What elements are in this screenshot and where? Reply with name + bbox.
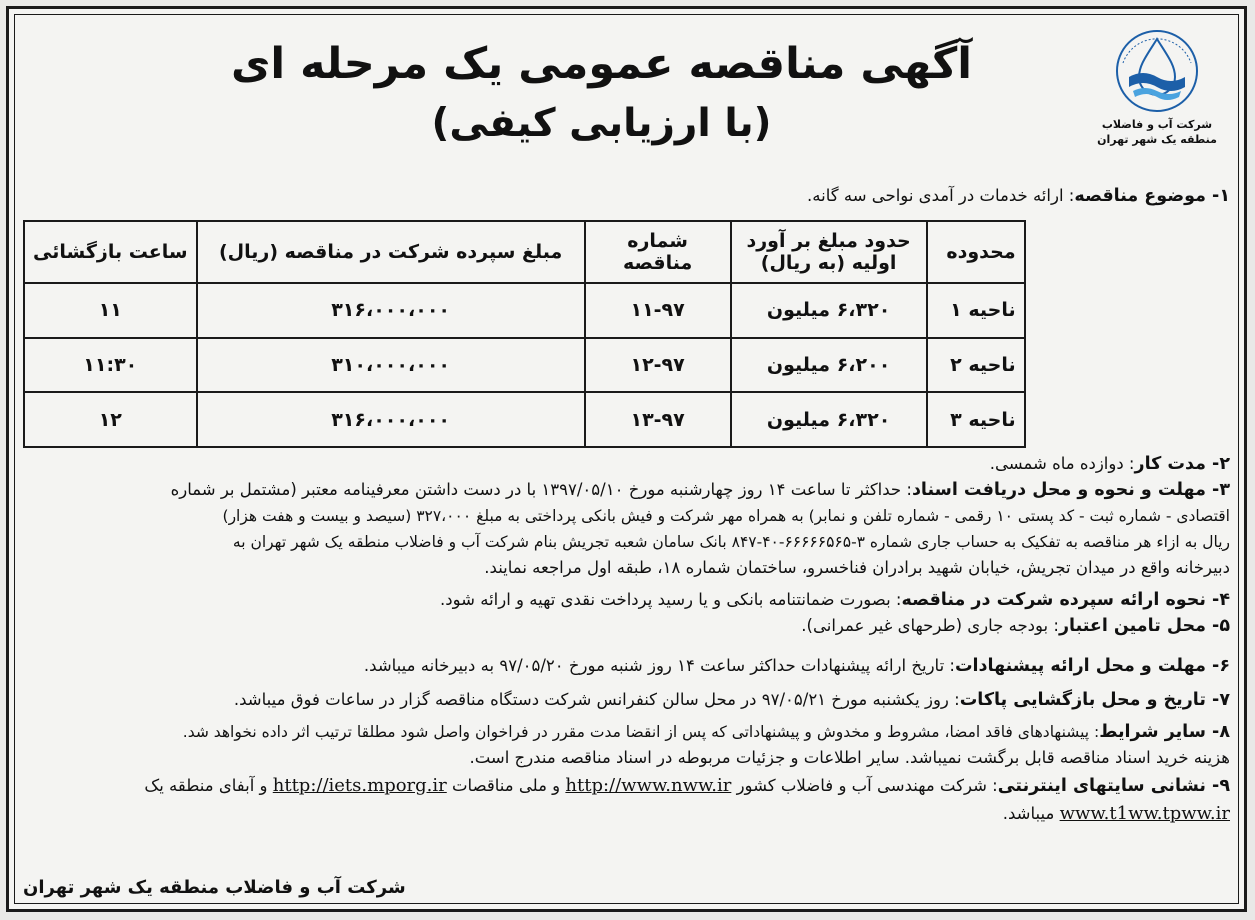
cell-tender-number: ۱۱-۹۷: [585, 283, 731, 338]
cell-deposit: ۳۱۶،۰۰۰،۰۰۰: [197, 283, 585, 338]
clause-7-text: : روز یکشنبه مورخ ۹۷/۰۵/۲۱ در محل سالن کنفرانس شرکت دستگاه مناقصه گزار در ساعات فوق میباشد.: [233, 690, 960, 709]
footer-company-name: شرکت آب و فاضلاب منطقه یک شهر تهران: [23, 877, 406, 898]
clause-9-text-d: میباشد.: [1002, 804, 1055, 823]
nww-website-link[interactable]: http://www.nww.ir: [565, 775, 732, 796]
tender-table: [23, 220, 1026, 448]
clause-3-line-4: دبیرخانه واقع در میدان تجریش، خیابان شهید برادران فناخسرو، ساختمان شماره ۱۸، طبقه اول مراجعه نمایند.: [484, 558, 1230, 577]
cell-opening-time: ۱۱: [24, 283, 197, 338]
header-region: محدوده: [927, 221, 1025, 283]
cell-deposit: ۳۱۶،۰۰۰،۰۰۰: [197, 392, 585, 447]
clause-8-text-1: : پیشنهادهای فاقد امضا، مشروط و مخدوش و پیشنهاداتی که پس از انقضا مدت مقرر در فراخوان واصل شود مطلقا ترتیب اثر داده نخواهد شد.: [182, 723, 1100, 741]
cell-opening-time: ۱۱:۳۰: [24, 338, 197, 393]
table-row: [24, 338, 1025, 393]
cell-region: ناحیه ۲: [927, 338, 1025, 393]
clause-3-line-1: [23, 477, 1230, 503]
clause-6-label: ۶- مهلت و محل ارائه پیشنهادات: [954, 656, 1230, 676]
table-header-row: [24, 221, 1025, 283]
clause-1-text: : ارائه خدمات در آمدی نواحی سه گانه.: [807, 186, 1075, 205]
cell-estimate: ۶،۳۲۰ میلیون: [731, 392, 927, 447]
clause-4-text: : بصورت ضمانتنامه بانکی و یا رسید پرداخت نقدی تهیه و ارائه شود.: [440, 590, 902, 609]
clause-6-submission: [23, 653, 1230, 679]
table-row: [24, 283, 1025, 338]
clause-9-label: ۹- نشانی سایتهای اینترنتی: [997, 776, 1230, 796]
cell-estimate: ۶،۳۲۰ میلیون: [731, 283, 927, 338]
clause-5-text: : بودجه جاری (طرحهای غیر عمرانی).: [801, 616, 1059, 635]
clause-2-duration: [23, 451, 1230, 477]
clause-9-text-a: : شرکت مهندسی آب و فاضلاب کشور: [736, 776, 998, 795]
company-logo: [1082, 25, 1232, 175]
clause-3-line-3: ریال به ازاء هر مناقصه به تفکیک به حساب جاری شماره ۳-۶۶۶۶۶۵۶۵-۴۰-۸۴۷ بانک سامان شعبه تجریش بنام شرکت آب و فاضلاب منطقه یک شهر تهران به: [232, 533, 1230, 551]
cell-estimate: ۶،۲۰۰ میلیون: [731, 338, 927, 393]
clause-1-label: ۱- موضوع مناقصه: [1074, 186, 1230, 206]
clause-7-label: ۷- تاریخ و محل بازگشایی پاکات: [959, 690, 1230, 710]
clause-4-deposit-method: [23, 587, 1230, 613]
logo-line-2: منطقه یک شهر تهران: [1097, 133, 1217, 146]
clause-7-opening: [23, 687, 1230, 713]
header-estimate: حدود مبلغ بر آورد اولیه (به ریال): [731, 221, 927, 283]
t1ww-website-link[interactable]: www.t1ww.tpww.ir: [1059, 803, 1230, 824]
clause-9-line-1: [23, 773, 1230, 799]
clause-4-label: ۴- نحوه ارائه سپرده شرکت در مناقصه: [901, 590, 1230, 610]
title-line-1: آگهی مناقصه عمومی یک مرحله ای: [230, 39, 972, 89]
clause-9-text-c: و آبفای منطقه یک: [144, 776, 268, 795]
clause-9-line-2: [23, 801, 1230, 827]
table-row: [24, 392, 1025, 447]
title-line-2: (با ارزیابی کیفی): [431, 101, 772, 146]
cell-opening-time: ۱۲: [24, 392, 197, 447]
clause-5-label: ۵- محل تامین اعتبار: [1058, 616, 1230, 636]
clause-3-label: ۳- مهلت و نحوه و محل دریافت اسناد: [911, 480, 1230, 500]
cell-tender-number: ۱۲-۹۷: [585, 338, 731, 393]
clause-5-funding: [23, 613, 1230, 639]
clause-6-text: : تاریخ ارائه پیشنهادات حداکثر ساعت ۱۴ روز شنبه مورخ ۹۷/۰۵/۲۰ به دبیرخانه میباشد.: [363, 656, 955, 675]
clause-8-label: ۸- سایر شرایط: [1099, 722, 1230, 742]
cell-region: ناحیه ۱: [927, 283, 1025, 338]
tender-notice-page: [6, 6, 1247, 912]
logo-line-1: شرکت آب و فاضلاب: [1101, 118, 1213, 131]
header-opening-time: ساعت بازگشائی: [24, 221, 197, 283]
water-drop-waves-logo-icon: [1111, 25, 1203, 117]
notice-title: [149, 33, 1054, 153]
cell-region: ناحیه ۳: [927, 392, 1025, 447]
header-deposit: مبلغ سپرده شرکت در مناقصه (ریال): [197, 221, 585, 283]
clause-8-line-1: [23, 719, 1230, 745]
cell-tender-number: ۱۳-۹۷: [585, 392, 731, 447]
iets-website-link[interactable]: http://iets.mporg.ir: [272, 775, 447, 796]
clause-3-line-2: اقتصادی - شماره ثبت - کد پستی ۱۰ رقمی - شماره تلفن و نمابر) به همراه مهر شرکت و فیش بانکی پرداختی به مبلغ ۳۲۷،۰۰۰ (سیصد و بیست و هفت هزار): [222, 507, 1230, 525]
clause-1-subject: [23, 183, 1230, 209]
header-tender-number: شماره مناقصه: [585, 221, 731, 283]
cell-deposit: ۳۱۰،۰۰۰،۰۰۰: [197, 338, 585, 393]
clause-9-text-b: و ملی مناقصات: [452, 776, 561, 795]
clause-2-text: : دوازده ماه شمسی.: [989, 454, 1135, 473]
clause-3-text-1: : حداکثر تا ساعت ۱۴ روز چهارشنبه مورخ ۱۳۹۷/۰۵/۱۰ با در دست داشتن معرفینامه معتبر (مشتمل بر شماره: [170, 480, 912, 499]
clause-2-label: ۲- مدت کار: [1134, 454, 1230, 474]
clause-8-line-2: هزینه خرید اسناد مناقصه قابل برگشت نمیباشد. سایر اطلاعات و جزئیات مربوطه در اسناد مناقصه مندرج است.: [469, 748, 1230, 767]
